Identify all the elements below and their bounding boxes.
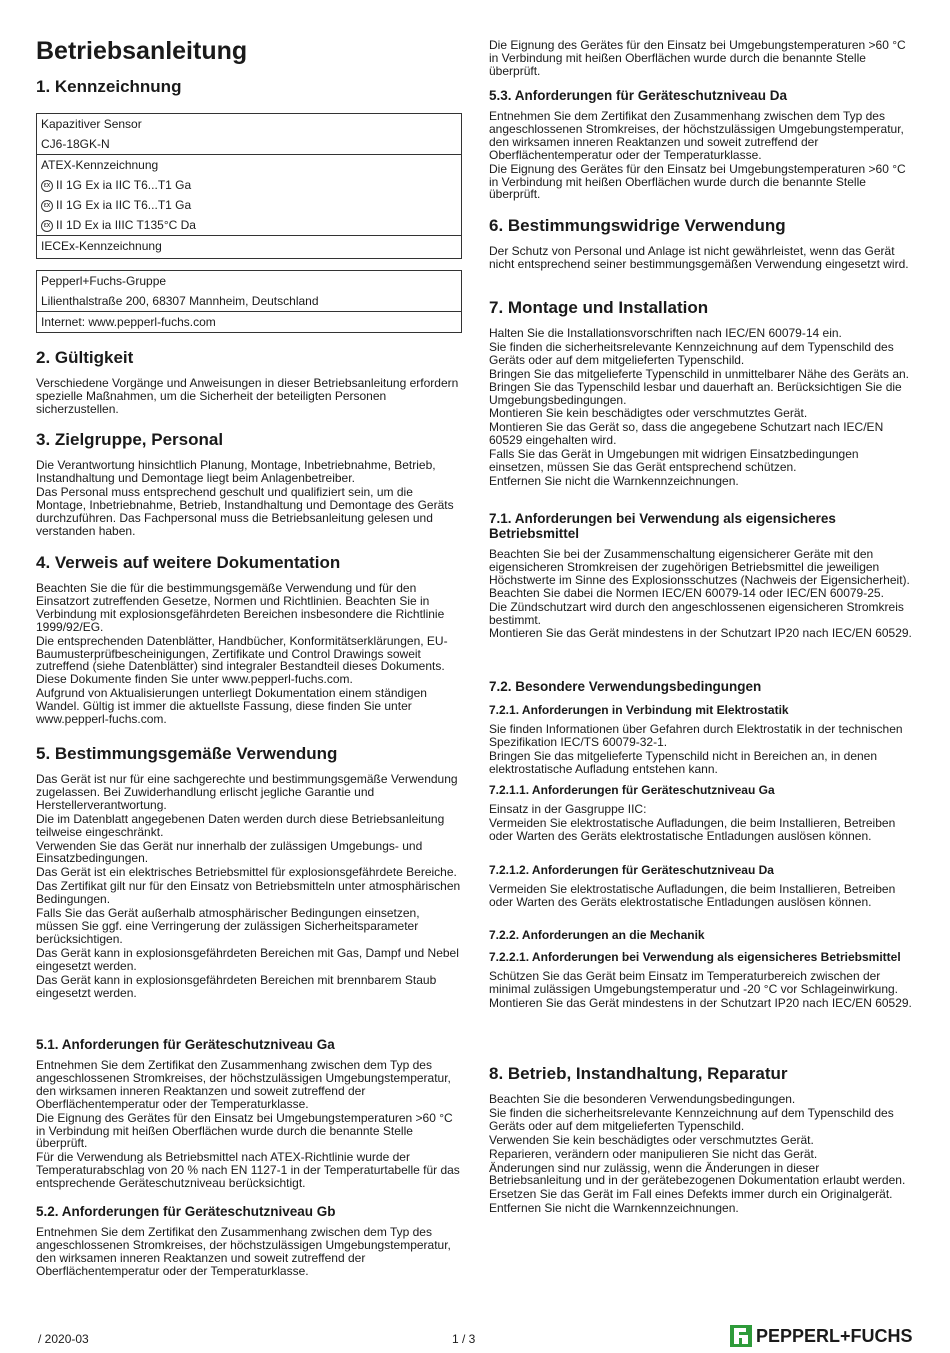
- logo-mark-icon: [730, 1325, 752, 1347]
- paragraph: Montieren Sie das Gerät mindestens in der Schutzart IP20 nach IEC/EN 60529.: [489, 626, 912, 641]
- manufacturer-box: [36, 270, 462, 333]
- section-1-heading: 1. Kennzeichnung: [36, 77, 182, 96]
- section-7-2-heading: 7.2. Besondere Verwendungsbedingungen: [489, 679, 762, 694]
- paragraph: Das Gerät ist ein elektrisches Betriebsmittel für explosionsgefährdete Bereiche.: [36, 865, 457, 880]
- section-5-3: [489, 88, 914, 201]
- paragraph: Montieren Sie kein beschädigtes oder verschmutztes Gerät.: [489, 406, 808, 421]
- section-7-1-heading: 7.1. Anforderungen bei Verwendung als eigensicheres Betriebsmittel: [489, 511, 836, 541]
- atex-marking-1: εx II 1G Ex ia IIC T6...T1 Ga: [37, 175, 461, 195]
- paragraph: Der Schutz von Personal und Anlage ist nicht gewährleistet, wenn das Gerät nicht entsprechend seiner bestimmungsgemäßen Verwendung eingesetzt wird.: [489, 244, 909, 271]
- iecex-label: IECEx-Kennzeichnung: [37, 235, 461, 256]
- paragraph: Entnehmen Sie dem Zertifikat den Zusammenhang zwischen dem Typ des angeschlossenen Stromkreises, der höchstzulässigen Umgebungstemperatur, den wirksamen inneren Reaktanzen und soweit zutreffend der Oberflächentemperatur oder der Temperaturklasse.: [36, 1058, 451, 1111]
- paragraph: Das Gerät kann in explosionsgefährdeten Bereichen mit brennbarem Staub eingesetzt werden.: [36, 972, 437, 1000]
- section-7-2-2: [489, 928, 914, 942]
- paragraph: Einsatz in der Gasgruppe IIC:: [489, 802, 647, 816]
- paragraph: Die im Datenblatt angegebenen Daten werden durch diese Betriebsanleitung teilweise eingeschränkt.: [36, 811, 445, 839]
- product-code: CJ6-18GK-N: [41, 137, 110, 151]
- section-7-2-1-1: [489, 783, 914, 843]
- paragraph: Für die Verwendung als Betriebsmittel nach ATEX-Richtlinie wurde der Temperaturabschlag von 20 % nach EN 1127-1 in der Temperaturtabelle für das entsprechende Geräteschutzniveau berücksichtigt.: [36, 1150, 460, 1191]
- section-3: [36, 430, 462, 537]
- manufacturer-address: Lilienthalstraße 200, 68307 Mannheim, Deutschland: [41, 294, 319, 308]
- paragraph: Falls Sie das Gerät in Umgebungen mit widrigen Einsatzbedingungen einsetzen, müssen Sie das Gerät entsprechend schützen.: [489, 447, 859, 475]
- section-5-1-heading: 5.1. Anforderungen für Geräteschutzniveau Ga: [36, 1037, 335, 1052]
- section-4-heading: 4. Verweis auf weitere Dokumentation: [36, 553, 341, 572]
- section-6-heading: 6. Bestimmungswidrige Verwendung: [489, 216, 786, 235]
- product-type: Kapazitiver Sensor: [41, 117, 142, 131]
- section-2-heading: 2. Gültigkeit: [36, 348, 134, 367]
- section-5-2-continued: [489, 39, 914, 78]
- atex-label: ATEX-Kennzeichnung: [37, 154, 461, 175]
- paragraph: Beachten Sie die besonderen Verwendungsbedingungen.: [489, 1092, 796, 1106]
- paragraph: Beachten Sie bei der Zusammenschaltung eigensicherer Geräte mit den eigensicheren Stromkreisen der zugehörigen Betriebsmittel die jeweiligen Höchstwerte im Sinne des Explosionsschutzes (Nachweis der Eigensicherheit). Beachten Sie dabei die Normen IEC/EN 60079-14 oder IEC/EN 60079-25.: [489, 547, 910, 600]
- manufacturer-website: Internet: www.pepperl-fuchs.com: [37, 311, 461, 332]
- logo-wordmark: PEPPERL+FUCHS: [756, 1325, 913, 1346]
- paragraph: Entfernen Sie nicht die Warnkennzeichnungen.: [489, 473, 739, 488]
- paragraph: Falls Sie das Gerät außerhalb atmosphärischer Bedingungen einsetzen, müssen Sie ggf. eine Verringerung der zulässigen Sicherheitsparameter berücksichtigen.: [36, 906, 420, 946]
- paragraph: Änderungen sind nur zulässig, wenn die Änderungen in dieser Betriebsanleitung und in der gerätebezogenen Dokumentation erlaubt werden.: [489, 1160, 906, 1188]
- section-5: [36, 744, 462, 999]
- section-2: [36, 348, 462, 416]
- paragraph: Sie finden Informationen über Gefahren durch Elektrostatik in der technischen Spezifikation IEC/TS 60079-32-1.: [489, 722, 903, 749]
- paragraph: Die Verantwortung hinsichtlich Planung, Montage, Inbetriebnahme, Betrieb, Instandhaltung und Demontage liegt beim Anlagenbetreiber.: [36, 458, 436, 485]
- section-5-2-heading: 5.2. Anforderungen für Geräteschutzniveau Gb: [36, 1204, 336, 1219]
- section-5-3-heading: 5.3. Anforderungen für Geräteschutzniveau Da: [489, 88, 788, 103]
- paragraph: Halten Sie die Installationsvorschriften nach IEC/EN 60079-14 ein.: [489, 326, 842, 340]
- section-5-1: [36, 1037, 462, 1190]
- paragraph: Aufgrund von Aktualisierungen unterliegt Dokumentation einem ständigen Wandel. Gültig ist immer die aktuellste Fassung, diese finden Sie unter www.pepperl-fuchs.com.: [36, 686, 427, 727]
- section-6: [489, 216, 914, 271]
- section-4: [36, 553, 462, 726]
- paragraph: Sie finden die sicherheitsrelevante Kennzeichnung auf dem Typenschild des Geräts oder auf dem mitgelieferten Typenschild.: [489, 1105, 894, 1133]
- marking-box: [36, 113, 462, 259]
- paragraph: Vermeiden Sie elektrostatische Aufladungen, die beim Installieren, Betreiben oder Warten des Geräts elektrostatische Entladungen auslösen können.: [489, 815, 896, 843]
- paragraph: Entnehmen Sie dem Zertifikat den Zusammenhang zwischen dem Typ des angeschlossenen Stromkreises, der höchstzulässigen Umgebungstemperatur, den wirksamen inneren Reaktanzen und soweit zutreffend der Oberflächentemperatur oder der Temperaturklasse.: [489, 109, 904, 162]
- paragraph: Verschiedene Vorgänge und Anweisungen in dieser Betriebsanleitung erfordern spezielle Maßnahmen, um die Sicherheit der beteiligten Personen sicherzustellen.: [36, 376, 459, 416]
- ex-icon: εx: [41, 200, 53, 212]
- paragraph: Die Eignung des Gerätes für den Einsatz bei Umgebungstemperaturen >60 °C in Verbindung mit heißen Oberflächen wurde durch die benannte Stelle überprüft.: [36, 1110, 453, 1151]
- manufacturer-name: Pepperl+Fuchs-Gruppe: [41, 274, 167, 288]
- section-7-2-2-1: [489, 950, 914, 1010]
- paragraph: Die Eignung des Gerätes für den Einsatz bei Umgebungstemperaturen >60 °C in Verbindung mit heißen Oberflächen wurde durch die benannte Stelle überprüft.: [489, 161, 906, 202]
- paragraph: Vermeiden Sie elektrostatische Aufladungen, die beim Installieren, Betreiben oder Warten des Geräts elektrostatische Entladungen auslösen können.: [489, 882, 896, 909]
- ex-icon: εx: [41, 220, 53, 232]
- paragraph: Die entsprechenden Datenblätter, Handbücher, Konformitätserklärungen, EU-Baumusterprüfbescheinigungen, Zertifikate und Control Drawings soweit zutreffend (siehe Datenblätter) sind integraler Bestandteil dieses Dokuments. Diese Dokumente finden Sie unter www.pepperl-fuchs.com.: [36, 633, 448, 687]
- section-8: [489, 1064, 914, 1215]
- paragraph: Entnehmen Sie dem Zertifikat den Zusammenhang zwischen dem Typ des angeschlossenen Stromkreises, der höchstzulässigen Umgebungstemperatur, den wirksamen inneren Reaktanzen und soweit zutreffend der Oberflächentemperatur oder der Temperaturklasse.: [36, 1225, 451, 1278]
- paragraph: Schützen Sie das Gerät beim Einsatz im Temperaturbereich zwischen der minimal zulässigen Umgebungstemperatur und -20 °C vor Schlageinwirkung.: [489, 969, 898, 996]
- paragraph: Das Gerät ist nur für eine sachgerechte und bestimmungsgemäße Verwendung zugelassen. Bei Zuwiderhandlung erlischt jegliche Garantie und Herstellerverantwortung.: [36, 772, 458, 812]
- section-7-2: [489, 679, 914, 694]
- section-7: [489, 298, 914, 488]
- atex-marking-2: εx II 1G Ex ia IIC T6...T1 Ga: [37, 195, 461, 215]
- paragraph: Montieren Sie das Gerät so, dass die angegebene Schutzart nach IEC/EN 60529 eingehalten wird.: [489, 420, 884, 448]
- section-7-2-2-heading: 7.2.2. Anforderungen an die Mechanik: [489, 928, 705, 942]
- page-number: 1 / 3: [452, 1332, 476, 1346]
- section-7-2-1-2-heading: 7.2.1.2. Anforderungen für Geräteschutzniveau Da: [489, 863, 774, 877]
- paragraph: Das Gerät kann in explosionsgefährdeten Bereichen mit Gas, Dampf und Nebel eingesetzt werden.: [36, 945, 459, 973]
- paragraph: Montieren Sie das Gerät mindestens in der Schutzart IP20 nach IEC/EN 60529.: [489, 995, 912, 1010]
- ex-icon: εx: [41, 180, 53, 192]
- company-logo: [730, 1323, 913, 1349]
- section-7-1: [489, 511, 914, 640]
- page-title: Betriebsanleitung: [36, 37, 248, 65]
- section-5-2: [36, 1204, 462, 1278]
- paragraph: Die Eignung des Gerätes für den Einsatz bei Umgebungstemperaturen >60 °C in Verbindung mit heißen Oberflächen wurde durch die benannte Stelle überprüft.: [489, 38, 906, 78]
- atex-marking-3: εx II 1D Ex ia IIIC T135°C Da: [37, 215, 461, 235]
- paragraph: Entfernen Sie nicht die Warnkennzeichnungen.: [489, 1201, 739, 1216]
- section-7-2-1-heading: 7.2.1. Anforderungen in Verbindung mit Elektrostatik: [489, 703, 789, 717]
- paragraph: Bringen Sie das mitgelieferte Typenschild nicht in Bereichen an, in denen elektrostatische Aufladung entstehen kann.: [489, 748, 878, 776]
- paragraph: Verwenden Sie kein beschädigtes oder verschmutztes Gerät.: [489, 1132, 814, 1147]
- section-7-2-1-2: [489, 863, 914, 909]
- paragraph: Das Personal muss entsprechend geschult und qualifiziert sein, um die Montage, Inbetriebnahme, Betrieb, Instandhaltung und Demontage des Geräts durchzuführen. Das Fachpersonal muss die Betriebsanleitung gelesen und verstanden haben.: [36, 484, 454, 538]
- paragraph: Verwenden Sie das Gerät nur innerhalb der zulässigen Umgebungs- und Einsatzbedingungen.: [36, 838, 423, 866]
- section-8-heading: 8. Betrieb, Instandhaltung, Reparatur: [489, 1064, 788, 1083]
- section-7-2-1-1-heading: 7.2.1.1. Anforderungen für Geräteschutzniveau Ga: [489, 783, 775, 797]
- paragraph: Bringen Sie das mitgelieferte Typenschild in unmittelbarer Nähe des Geräts an. Bringen Sie das Typenschild lesbar und dauerhaft an. Berücksichtigen Sie die Umgebungsbedingungen.: [489, 366, 910, 407]
- section-5-heading: 5. Bestimmungsgemäße Verwendung: [36, 744, 338, 763]
- paragraph: Die Zündschutzart wird durch den angeschlossenen eigensicheren Stromkreis bestimmt.: [489, 599, 904, 627]
- paragraph: Beachten Sie die für die bestimmungsgemäße Verwendung und für den Einsatzort zutreffenden Gesetze, Normen und Richtlinien. Beachten Sie in Verbindung mit explosionsgefährdeten Bereichen insbesondere die Richtlinie 1999/92/EG.: [36, 581, 445, 634]
- paragraph: Das Zertifikat gilt nur für den Einsatz von Betriebsmitteln unter atmosphärischen Bedingungen.: [36, 879, 461, 907]
- section-7-heading: 7. Montage und Installation: [489, 298, 709, 317]
- section-7-2-2-1-heading: 7.2.2.1. Anforderungen bei Verwendung als eigensicheres Betriebsmittel: [489, 950, 901, 964]
- paragraph: Ersetzen Sie das Gerät im Fall eines Defekts immer durch ein Originalgerät.: [489, 1187, 893, 1202]
- section-7-2-1: [489, 703, 914, 776]
- section-3-heading: 3. Zielgruppe, Personal: [36, 430, 224, 449]
- paragraph: Reparieren, verändern oder manipulieren Sie nicht das Gerät.: [489, 1146, 818, 1161]
- footer-date: / 2020-03: [38, 1332, 89, 1346]
- paragraph: Sie finden die sicherheitsrelevante Kennzeichnung auf dem Typenschild des Geräts oder auf dem mitgelieferten Typenschild.: [489, 339, 894, 367]
